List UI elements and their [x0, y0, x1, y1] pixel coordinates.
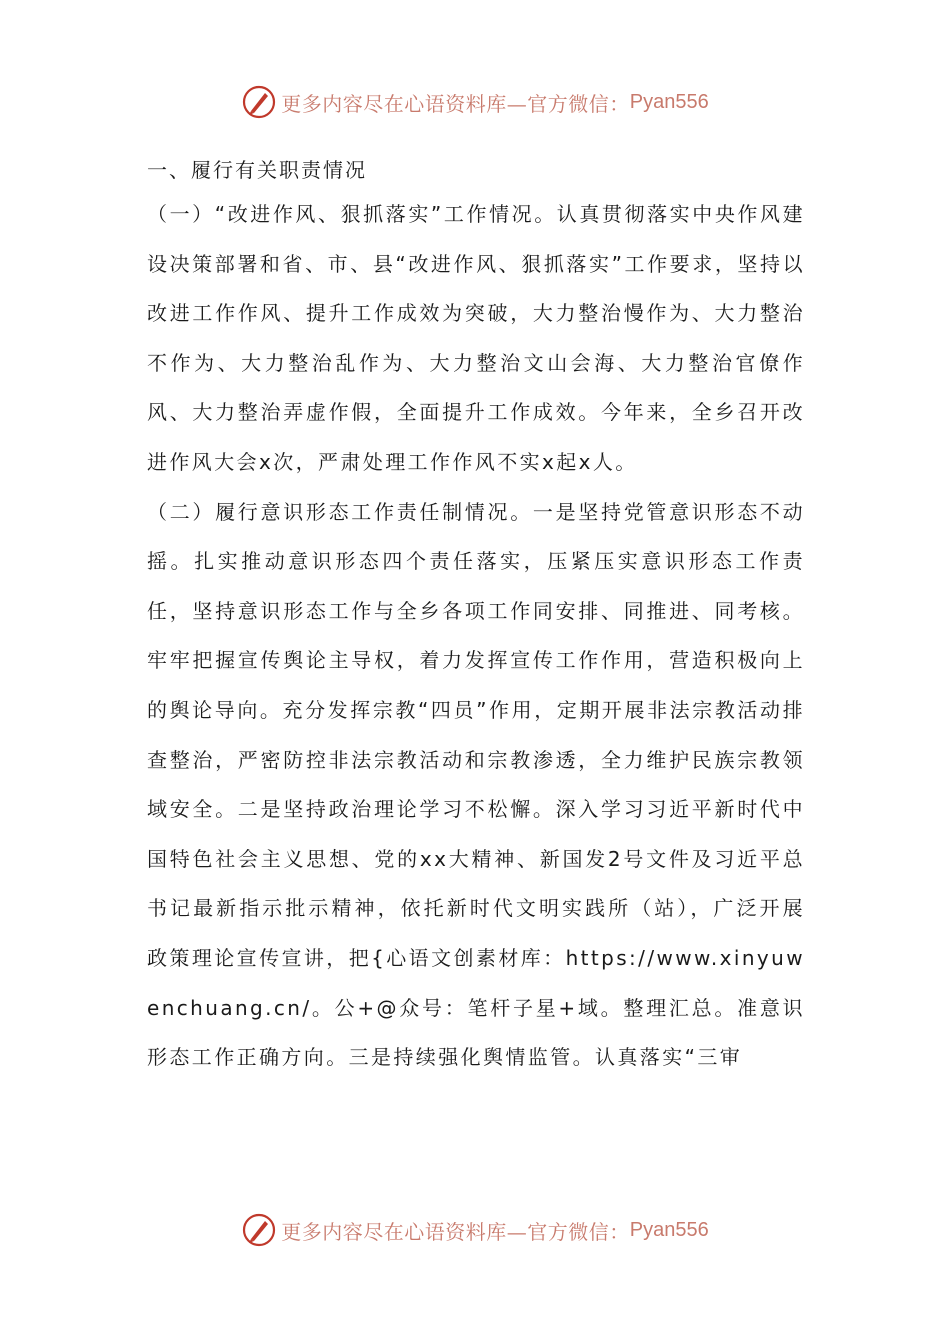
watermark-text: 更多内容尽在心语资料库—官方微信：: [281, 91, 630, 116]
watermark-banner-top: [0, 80, 950, 124]
document-body: [147, 150, 805, 1083]
section-heading: 一、履行有关职责情况: [147, 158, 367, 182]
watermark-wechat-id: Pyan556: [629, 90, 709, 113]
paragraph-1: （一）“改进作风、狠抓落实”工作情况。认真贯彻落实中央作风建设决策部署和省、市、县“改进作风、狠抓落实”工作要求，坚持以改进工作作风、提升工作成效为突破，大力整治慢作为、大力整治不作为、大力整治乱作为、大力整治文山会海、大力整治官僚作风、大力整治弄虚作假，全面提升工作成效。今年来，全乡召开改进作风大会x次，严肃处理工作作风不实x起x人。: [147, 202, 805, 474]
watermark-text: 更多内容尽在心语资料库—官方微信：: [281, 1219, 630, 1244]
pen-logo-icon: [241, 1212, 277, 1248]
paragraph-2: （二）履行意识形态工作责任制情况。一是坚持党管意识形态不动摇。扎实推动意识形态四个责任落实，压紧压实意识形态工作责任，坚持意识形态工作与全乡各项工作同安排、同推进、同考核。牢牢把握宣传舆论主导权，着力发挥宣传工作作用，营造积极向上的舆论导向。充分发挥宗教“四员”作用，定期开展非法宗教活动排查整治，严密防控非法宗教活动和宗教渗透，全力维护民族宗教领域安全。二是坚持政治理论学习不松懈。深入学习习近平新时代中国特色社会主义思想、党的xx大精神、新国发2号文件及习近平总书记最新指示批示精神，依托新时代文明实践所（站），广泛开展政策理论宣传宣讲，把{心语文创素材库：https://www.xinyuwenchuang.cn/。公+@众号：笔杆子星+域。整理汇总。准意识形态工作正确方向。三是持续强化舆情监管。认真落实“三审: [147, 499, 805, 1070]
watermark-banner-bottom: [0, 1208, 950, 1252]
pen-logo-icon: [241, 84, 277, 120]
watermark-wechat-id: Pyan556: [629, 1218, 709, 1241]
